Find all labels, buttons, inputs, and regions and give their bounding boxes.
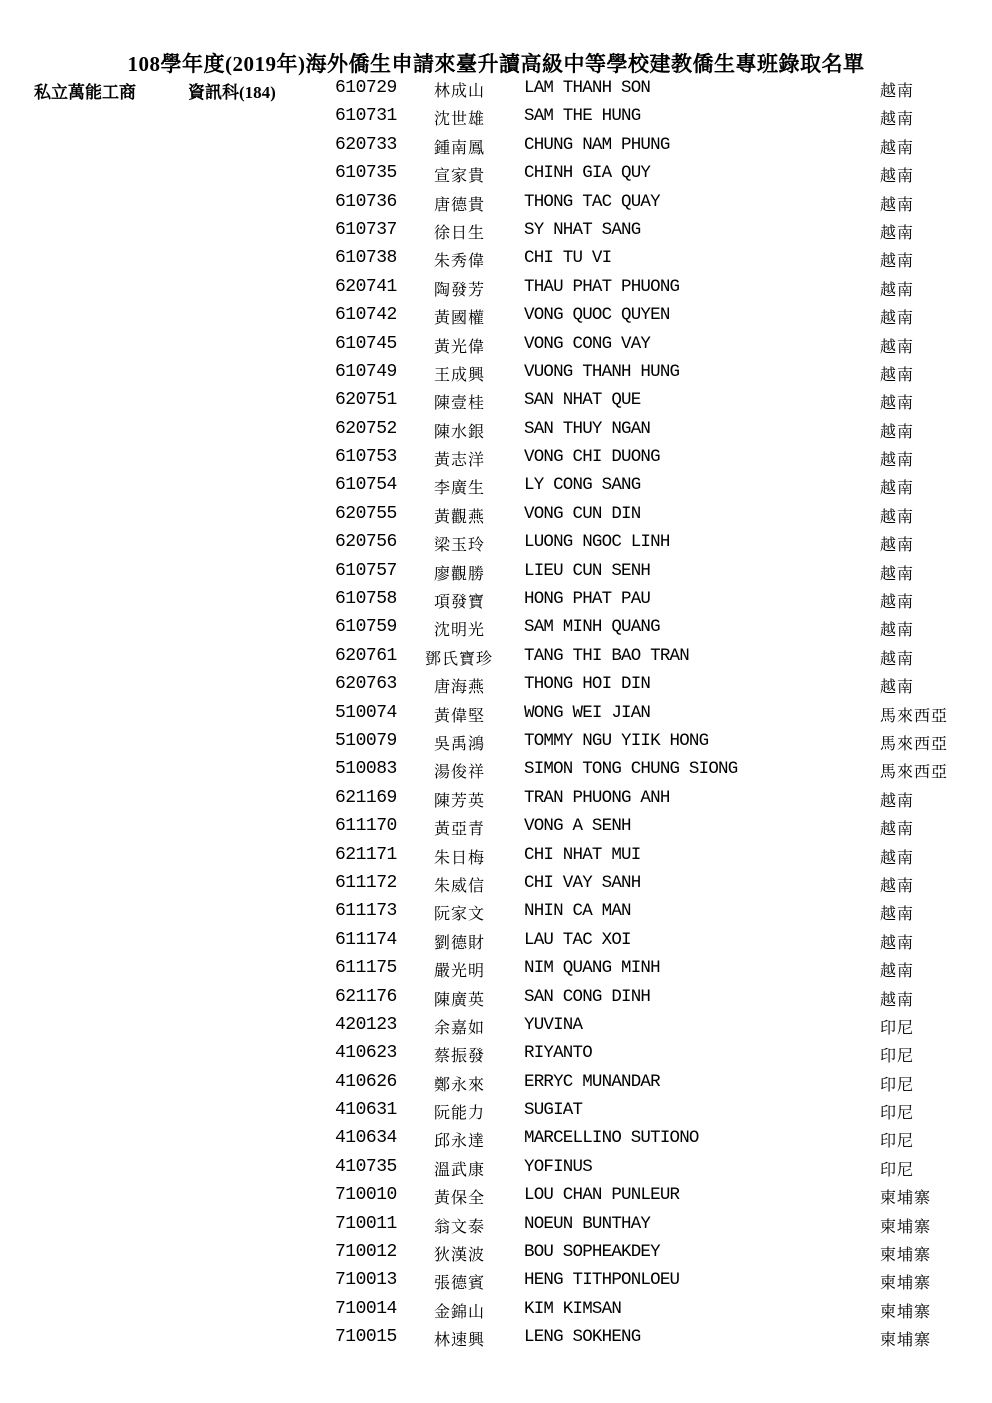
chinese-name: 梁玉玲 (434, 535, 486, 555)
chinese-name: 黃國權 (434, 308, 486, 328)
table-row (0, 729, 992, 757)
student-id: 611174 (335, 929, 397, 950)
chinese-name: 張德賓 (434, 1273, 486, 1293)
school-name: 私立萬能工商 (34, 83, 136, 102)
table-row (0, 587, 992, 615)
table-row (0, 644, 992, 672)
country: 印尼 (880, 1131, 915, 1151)
student-id: 510083 (335, 759, 397, 780)
student-id: 620755 (335, 503, 397, 524)
chinese-name: 沈世雄 (434, 109, 486, 129)
student-id: 710010 (335, 1185, 397, 1206)
country: 印尼 (880, 1046, 915, 1066)
english-name: THONG TAC QUAY (524, 191, 660, 212)
country: 越南 (880, 620, 915, 640)
student-id: 610749 (335, 361, 397, 382)
chinese-name: 黃保全 (434, 1188, 486, 1208)
english-name: TANG THI BAO TRAN (524, 645, 689, 666)
table-row (0, 928, 992, 956)
table-row (0, 1013, 992, 1041)
chinese-name: 阮家文 (434, 904, 486, 924)
country: 越南 (880, 393, 915, 413)
table-row (0, 814, 992, 842)
chinese-name: 項發寶 (434, 592, 486, 612)
chinese-name: 徐日生 (434, 222, 486, 242)
country: 越南 (880, 989, 915, 1009)
english-name: LAM THANH SON (524, 78, 651, 98)
english-name: THONG HOI DIN (524, 674, 651, 695)
table-row (0, 899, 992, 927)
chinese-name: 林成山 (434, 81, 486, 100)
chinese-name: 陳水銀 (434, 421, 486, 441)
chinese-name: 黃偉堅 (434, 705, 486, 725)
english-name: LY CONG SANG (524, 475, 641, 496)
country: 越南 (880, 251, 915, 271)
country: 越南 (880, 592, 915, 612)
country: 印尼 (880, 1017, 915, 1037)
chinese-name: 朱日梅 (434, 847, 486, 867)
student-id: 610738 (335, 248, 397, 269)
english-name: CHUNG NAM PHUNG (524, 134, 670, 155)
country: 越南 (880, 904, 915, 924)
table-row (0, 1155, 992, 1183)
table-row (0, 615, 992, 643)
student-id: 420123 (335, 1014, 397, 1035)
country: 印尼 (880, 1074, 915, 1094)
student-id: 620741 (335, 276, 397, 297)
english-name: WONG WEI JIAN (524, 702, 651, 723)
student-id: 611175 (335, 958, 397, 979)
english-name: NOEUN BUNTHAY (524, 1213, 651, 1234)
student-id: 610742 (335, 305, 397, 326)
chinese-name: 蔡振發 (434, 1046, 486, 1066)
country: 柬埔寨 (880, 1330, 932, 1350)
country: 越南 (880, 875, 915, 895)
chinese-name: 陳芳英 (434, 790, 486, 810)
student-id: 710011 (335, 1213, 397, 1234)
country: 越南 (880, 535, 915, 555)
country: 越南 (880, 506, 915, 526)
student-id: 610737 (335, 219, 397, 240)
table-row (0, 786, 992, 814)
table-row (0, 1212, 992, 1240)
country: 越南 (880, 81, 915, 100)
english-name: CHI NHAT MUI (524, 844, 641, 865)
chinese-name: 陳壹桂 (434, 393, 486, 413)
student-id: 621176 (335, 986, 397, 1007)
chinese-name: 廖觀勝 (434, 563, 486, 583)
student-id: 610758 (335, 589, 397, 610)
chinese-name: 陳廣英 (434, 989, 486, 1009)
country: 越南 (880, 563, 915, 583)
english-name: CHI VAY SANH (524, 872, 641, 893)
student-id: 610757 (335, 560, 397, 581)
english-name: SAM THE HUNG (524, 106, 641, 127)
country: 柬埔寨 (880, 1301, 932, 1321)
chinese-name: 李廣生 (434, 478, 486, 498)
country: 越南 (880, 137, 915, 157)
country: 越南 (880, 336, 915, 356)
student-id: 621171 (335, 844, 397, 865)
chinese-name: 翁文泰 (434, 1216, 486, 1236)
student-id: 410634 (335, 1128, 397, 1149)
english-name: SAM MINH QUANG (524, 617, 660, 638)
english-name: THAU PHAT PHUONG (524, 276, 680, 297)
chinese-name: 鄭永來 (434, 1074, 486, 1094)
student-id: 610731 (335, 106, 397, 127)
chinese-name: 鄧氏寶珍 (425, 648, 494, 668)
english-name: MARCELLINO SUTIONO (524, 1128, 699, 1149)
table-row (0, 1268, 992, 1296)
english-name: VONG A SENH (524, 816, 631, 837)
chinese-name: 唐海燕 (434, 677, 486, 697)
country: 越南 (880, 961, 915, 981)
chinese-name: 沈明光 (434, 620, 486, 640)
page-title: 108學年度(2019年)海外僑生申請來臺升讀高級中等學校建教僑生專班錄取名單 (127, 52, 865, 76)
english-name: VONG CONG VAY (524, 333, 651, 354)
country: 馬來西亞 (880, 733, 949, 753)
table-row (0, 473, 992, 501)
student-id: 620763 (335, 674, 397, 695)
chinese-name: 唐德貴 (434, 194, 486, 214)
chinese-name: 嚴光明 (434, 961, 486, 981)
table-row (0, 1041, 992, 1069)
table-row (0, 133, 992, 161)
english-name: VONG QUOC QUYEN (524, 305, 670, 326)
table-row (0, 1070, 992, 1098)
student-id: 610735 (335, 163, 397, 184)
table-row (0, 104, 992, 132)
english-name: LENG SOKHENG (524, 1327, 641, 1348)
table-row (0, 871, 992, 899)
english-name: VUONG THANH HUNG (524, 361, 680, 382)
english-name: SAN THUY NGAN (524, 418, 651, 439)
student-id: 620761 (335, 645, 397, 666)
table-row (0, 303, 992, 331)
english-name: VONG CUN DIN (524, 503, 641, 524)
chinese-name: 溫武康 (434, 1159, 486, 1179)
country: 印尼 (880, 1159, 915, 1179)
country: 越南 (880, 648, 915, 668)
country: 越南 (880, 819, 915, 839)
table-row (0, 275, 992, 303)
student-id: 510074 (335, 702, 397, 723)
english-name: CHI TU VI (524, 248, 612, 269)
english-name: SIMON TONG CHUNG SIONG (524, 759, 738, 780)
english-name: SUGIAT (524, 1100, 583, 1121)
chinese-name: 劉德財 (434, 932, 486, 952)
country: 越南 (880, 222, 915, 242)
chinese-name: 朱威信 (434, 875, 486, 895)
country: 越南 (880, 308, 915, 328)
table-row (0, 332, 992, 360)
english-name: SAN CONG DINH (524, 986, 651, 1007)
table-row (0, 1240, 992, 1268)
table-row (0, 502, 992, 530)
country: 越南 (880, 364, 915, 384)
student-id: 610753 (335, 447, 397, 468)
chinese-name: 陶發芳 (434, 279, 486, 299)
table-row (0, 757, 992, 785)
english-name: HONG PHAT PAU (524, 589, 651, 610)
table-row (0, 161, 992, 189)
table-row (0, 76, 992, 104)
department-name: 資訊科(184) (188, 83, 276, 102)
country: 越南 (880, 677, 915, 697)
student-id: 410631 (335, 1100, 397, 1121)
chinese-name: 黃亞青 (434, 819, 486, 839)
student-id: 611173 (335, 901, 397, 922)
table-row (0, 417, 992, 445)
student-id: 410735 (335, 1156, 397, 1177)
student-id: 611172 (335, 872, 397, 893)
chinese-name: 林速興 (434, 1330, 486, 1350)
student-id: 610759 (335, 617, 397, 638)
chinese-name: 王成興 (434, 364, 486, 384)
country: 越南 (880, 847, 915, 867)
country: 越南 (880, 478, 915, 498)
student-id: 410626 (335, 1071, 397, 1092)
table-row (0, 1098, 992, 1126)
student-id: 620756 (335, 532, 397, 553)
country: 越南 (880, 279, 915, 299)
country: 越南 (880, 194, 915, 214)
table-row (0, 246, 992, 274)
table-row (0, 360, 992, 388)
english-name: TOMMY NGU YIIK HONG (524, 730, 709, 751)
country: 柬埔寨 (880, 1216, 932, 1236)
chinese-name: 邱永達 (434, 1131, 486, 1151)
english-name: RIYANTO (524, 1043, 592, 1064)
english-name: LUONG NGOC LINH (524, 532, 670, 553)
english-name: KIM KIMSAN (524, 1298, 622, 1319)
table-row (0, 559, 992, 587)
table-row (0, 218, 992, 246)
student-id: 611170 (335, 816, 397, 837)
table-row (0, 445, 992, 473)
english-name: ERRYC MUNANDAR (524, 1071, 660, 1092)
country: 柬埔寨 (880, 1245, 932, 1265)
chinese-name: 湯俊祥 (434, 762, 486, 782)
chinese-name: 鍾南鳳 (434, 137, 486, 157)
table-row (0, 843, 992, 871)
country: 越南 (880, 109, 915, 129)
table-row (0, 985, 992, 1013)
country: 柬埔寨 (880, 1188, 932, 1208)
chinese-name: 朱秀偉 (434, 251, 486, 271)
english-name: LIEU CUN SENH (524, 560, 651, 581)
country: 越南 (880, 421, 915, 441)
chinese-name: 余嘉如 (434, 1017, 486, 1037)
english-name: HENG TITHPONLOEU (524, 1270, 680, 1291)
chinese-name: 宣家貴 (434, 166, 486, 186)
student-id: 610754 (335, 475, 397, 496)
admission-list (0, 76, 992, 1354)
english-name: YOFINUS (524, 1156, 592, 1177)
chinese-name: 金錦山 (434, 1301, 486, 1321)
student-id: 510079 (335, 730, 397, 751)
student-id: 620752 (335, 418, 397, 439)
country: 越南 (880, 790, 915, 810)
table-row (0, 956, 992, 984)
table-row (0, 1126, 992, 1154)
chinese-name: 阮能力 (434, 1103, 486, 1123)
student-id: 710014 (335, 1298, 397, 1319)
student-id: 610745 (335, 333, 397, 354)
english-name: LAU TAC XOI (524, 929, 631, 950)
country: 印尼 (880, 1103, 915, 1123)
english-name: YUVINA (524, 1014, 583, 1035)
table-row (0, 701, 992, 729)
english-name: SAN NHAT QUE (524, 390, 641, 411)
student-id: 610736 (335, 191, 397, 212)
student-id: 410623 (335, 1043, 397, 1064)
student-id: 610729 (335, 78, 397, 98)
student-id: 710015 (335, 1327, 397, 1348)
english-name: BOU SOPHEAKDEY (524, 1242, 660, 1263)
country: 越南 (880, 166, 915, 186)
table-row (0, 530, 992, 558)
country: 馬來西亞 (880, 762, 949, 782)
country: 越南 (880, 932, 915, 952)
student-id: 710012 (335, 1242, 397, 1263)
chinese-name: 黃觀燕 (434, 506, 486, 526)
country: 馬來西亞 (880, 705, 949, 725)
table-row (0, 1183, 992, 1211)
english-name: NIM QUANG MINH (524, 958, 660, 979)
english-name: TRAN PHUONG ANH (524, 787, 670, 808)
table-row (0, 672, 992, 700)
english-name: CHINH GIA QUY (524, 163, 651, 184)
chinese-name: 狄漢波 (434, 1245, 486, 1265)
student-id: 620733 (335, 134, 397, 155)
english-name: LOU CHAN PUNLEUR (524, 1185, 680, 1206)
table-row (0, 388, 992, 416)
student-id: 621169 (335, 787, 397, 808)
chinese-name: 黃光偉 (434, 336, 486, 356)
student-id: 620751 (335, 390, 397, 411)
country: 柬埔寨 (880, 1273, 932, 1293)
english-name: SY NHAT SANG (524, 219, 641, 240)
chinese-name: 吳禹鴻 (434, 733, 486, 753)
table-row (0, 1325, 992, 1353)
country: 越南 (880, 450, 915, 470)
table-row (0, 190, 992, 218)
chinese-name: 黃志洋 (434, 450, 486, 470)
table-row (0, 1297, 992, 1325)
student-id: 710013 (335, 1270, 397, 1291)
english-name: NHIN CA MAN (524, 901, 631, 922)
english-name: VONG CHI DUONG (524, 447, 660, 468)
